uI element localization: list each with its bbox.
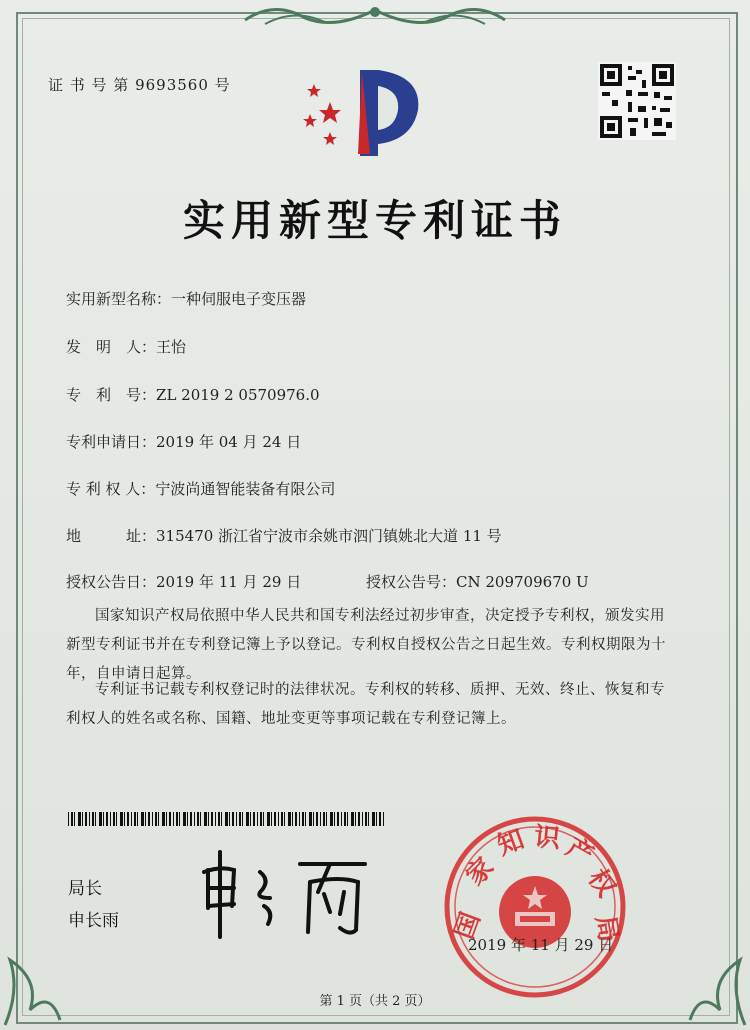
official-seal-icon: [440, 812, 630, 1002]
svg-text:局: 局: [589, 913, 624, 945]
legal-status-note: 专利证书记载专利权登记时的法律状况。专利权的转移、质押、无效、终止、恢复和专利权人的姓名或名称、国籍、地址变更等事项记载在专利登记簿上。: [66, 682, 665, 727]
inventor-row: [66, 336, 186, 357]
corner-ornament-icon: [670, 940, 750, 1030]
certificate-title: 实用新型专利证书: [182, 196, 567, 245]
svg-text:产: 产: [560, 832, 599, 872]
svg-text:家: 家: [460, 852, 500, 892]
field-label: 地 址：: [66, 527, 157, 545]
field-label: 专 利 号：: [66, 386, 157, 404]
field-label: 专利申请日：: [66, 433, 157, 451]
page-number: 第 1 页（共 2 页）: [319, 994, 431, 1009]
field-label: 实用新型名称：: [66, 290, 172, 308]
director-title: 局长: [68, 879, 102, 899]
inventor-name: 王怡: [156, 338, 187, 356]
certificate-number: 证 书 号 第 9693560 号: [48, 76, 231, 94]
field-label: 授权公告日：: [66, 573, 157, 591]
cnipa-logo-icon: [300, 62, 425, 162]
barcode-icon: [68, 812, 388, 826]
filing-date-row: [66, 431, 301, 452]
utility-model-name: 一种伺服电子变压器: [171, 290, 307, 308]
director-name: 申长雨: [68, 911, 119, 931]
grant-date-row: [66, 571, 301, 592]
corner-ornament-icon: [0, 940, 80, 1030]
patent-number-row: [66, 384, 320, 405]
certificate-statement: 国家知识产权局依照中华人民共和国专利法经过初步审查，决定授予专利权，颁发实用新型专利证书并在专利登记簿上予以登记。专利权自授权公告之日起生效。专利权期限为十年，自申请日起算。: [66, 608, 666, 682]
grant-number: CN 209709670 U: [456, 573, 589, 591]
field-label: 授权公告号：: [366, 573, 457, 591]
filing-date: 2019 年 04 月 24 日: [156, 433, 302, 451]
handwritten-signature: [190, 842, 380, 942]
svg-text:国: 国: [449, 908, 487, 944]
grant-date: 2019 年 11 月 29 日: [156, 573, 302, 591]
svg-text:权: 权: [581, 864, 622, 903]
qr-code-icon: [598, 62, 676, 140]
field-label: 发 明 人：: [66, 338, 157, 356]
svg-text:识: 识: [532, 822, 562, 855]
patentee-row: [66, 478, 335, 499]
field-label: 专 利 权 人：: [66, 480, 156, 498]
patent-number: ZL 2019 2 0570976.0: [156, 386, 320, 404]
address-row: [66, 525, 502, 546]
address: 315470 浙江省宁波市余姚市泗门镇姚北大道 11 号: [156, 527, 502, 545]
top-ornament-icon: [235, 0, 515, 30]
utility-model-name-row: [66, 288, 306, 309]
seal-date: 2019 年 11 月 29 日: [468, 936, 614, 954]
svg-text:知: 知: [493, 824, 529, 862]
grant-number-row: [366, 571, 589, 592]
patentee: 宁波尚通智能装备有限公司: [155, 480, 336, 498]
